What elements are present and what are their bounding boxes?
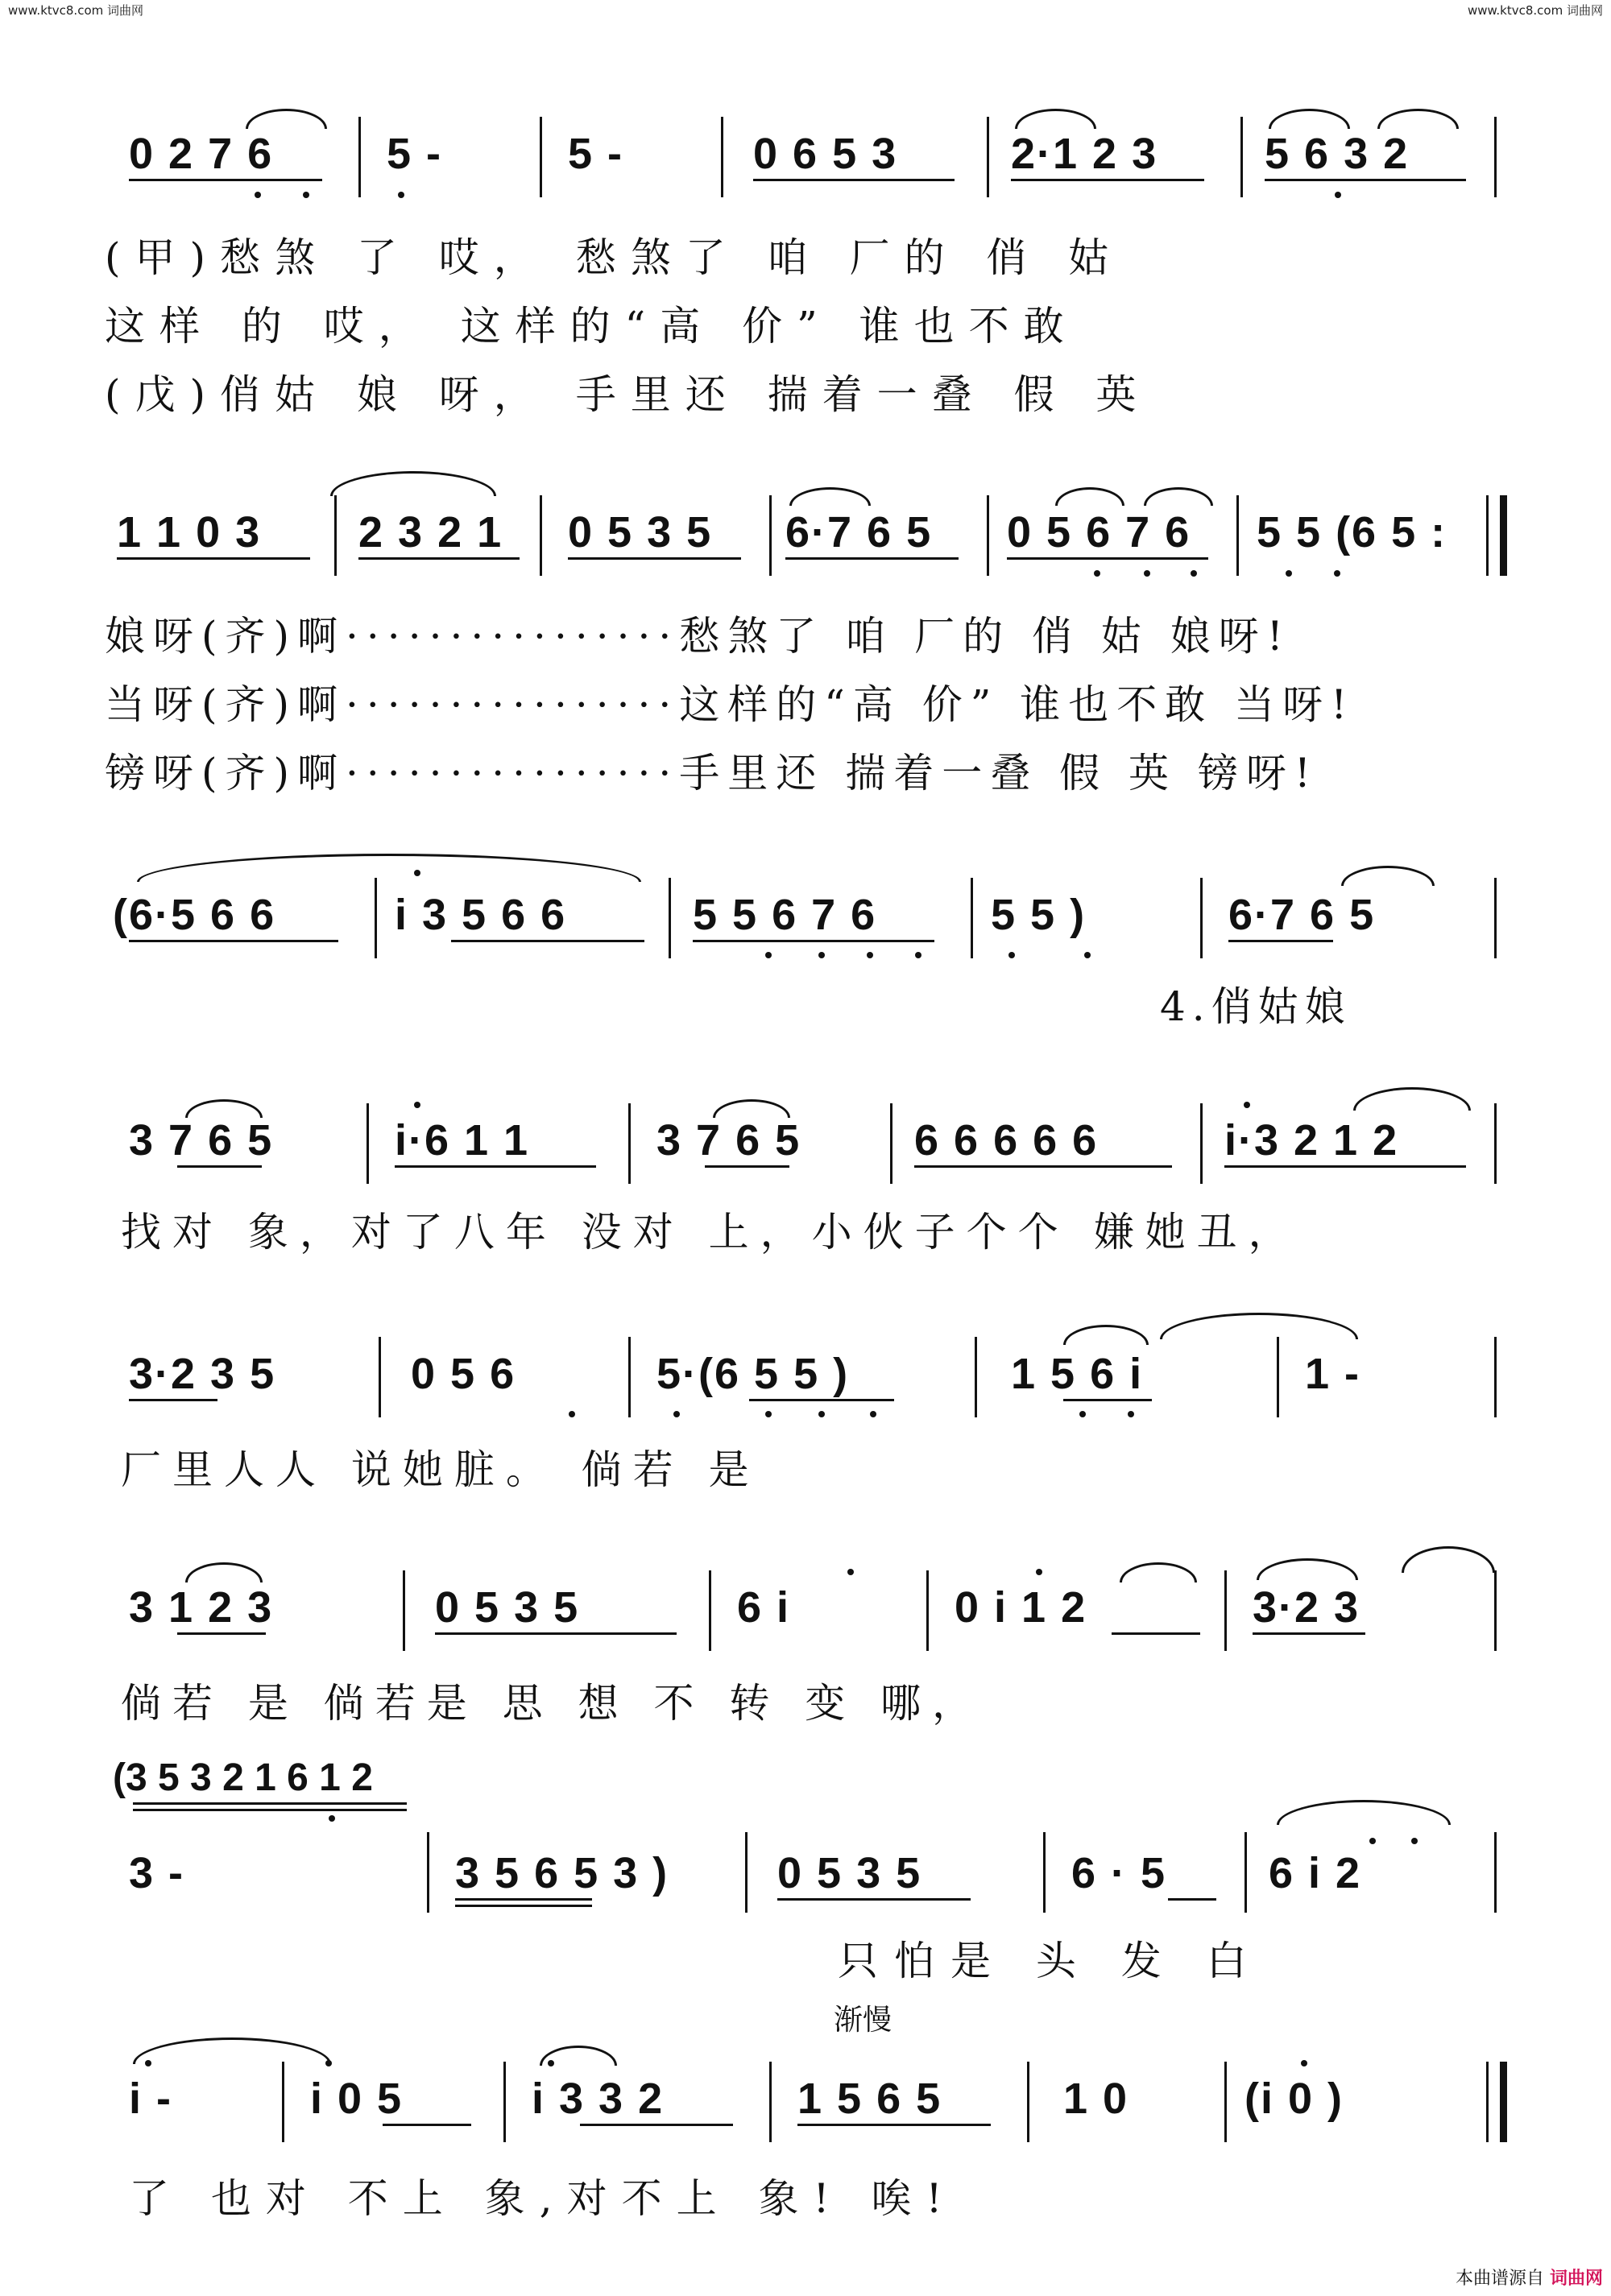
measure: i 3 3 2 xyxy=(532,2075,665,2123)
watermark-left: www.ktvc8.com 词曲网 xyxy=(8,3,144,18)
measure: 5 - xyxy=(387,130,443,178)
measure: 3 1 2 3 xyxy=(129,1583,274,1632)
lyric-line: 这样 的 哎， 这样的“高 价” 谁也不敢 xyxy=(105,303,1079,350)
measure: 3 - xyxy=(129,1849,185,1897)
measure: i·3 2 1 2 xyxy=(1224,1116,1399,1165)
lyric-line: (戊)俏姑 娘 呀， 手里还 揣着一叠 假 英 xyxy=(105,371,1151,418)
measure: 5 5 ) xyxy=(991,891,1087,939)
measure: 1 0 xyxy=(1063,2075,1129,2123)
measure: 6 i 2 xyxy=(1269,1849,1362,1897)
measure: 0 5 3 5 xyxy=(435,1583,580,1632)
measure: 0 i 1 2 xyxy=(955,1583,1087,1632)
measure: 3 7 6 5 xyxy=(656,1116,801,1165)
measure: i 0 5 xyxy=(310,2075,404,2123)
measure: i 3 5 6 6 xyxy=(395,891,567,939)
measure: 6 6 6 6 6 xyxy=(914,1116,1099,1165)
measure: 1 - xyxy=(1305,1350,1361,1398)
measure: i·6 1 1 xyxy=(395,1116,530,1165)
footer-site: 本曲谱源自 xyxy=(1455,2269,1544,2289)
measure: 2·1 2 3 xyxy=(1011,130,1158,178)
measure: 2 3 2 1 xyxy=(358,508,503,556)
lyric-line: 镑呀(齐)啊················手里还 揣着一叠 假 英 镑呀! xyxy=(105,750,1319,796)
measure: 0 2 7 6 xyxy=(129,130,274,178)
measure: 5 5 (6 5 : xyxy=(1257,508,1447,556)
lyric-line: 了 也对 不上 象,对不上 象! 唉! xyxy=(129,2175,957,2222)
measure: (6·5 6 6 xyxy=(113,891,276,939)
lyric-line: 倘若 是 倘若是 思 想 不 转 变 哪， xyxy=(121,1680,984,1727)
measure: 3·2 3 5 xyxy=(129,1350,276,1398)
measure: 3·2 3 xyxy=(1253,1583,1360,1632)
footer-brand[interactable]: 词曲网 xyxy=(1549,2269,1603,2289)
measure: 6 i xyxy=(737,1583,791,1632)
measure: 0 5 6 7 6 xyxy=(1007,508,1191,556)
footer-credit xyxy=(1456,2265,1603,2290)
measure: 6 · 5 xyxy=(1071,1849,1167,1897)
measure: 6·7 6 5 xyxy=(785,508,933,556)
lyric-line: (甲)愁煞 了 哎， 愁煞了 咱 厂的 俏 姑 xyxy=(105,234,1124,281)
measure: 5·(6 5 5 ) xyxy=(656,1350,850,1398)
lyric-line: 娘呀(齐)啊················愁煞了 咱 厂的 俏 姑 娘呀! xyxy=(105,613,1291,660)
measure: 0 5 6 xyxy=(411,1350,516,1398)
lyric-line: 当呀(齐)啊················这样的“高 价” 谁也不敢 当呀! xyxy=(105,681,1356,728)
measure: i - xyxy=(129,2075,172,2123)
measure: 5 - xyxy=(568,130,624,178)
measure: 0 5 3 5 xyxy=(568,508,713,556)
measure: 3 5 6 5 3 ) xyxy=(455,1849,669,1897)
measure: 3 7 6 5 xyxy=(129,1116,274,1165)
lyric-line: 找对 象，对了八年 没对 上，小伙子个个 嫌她丑， xyxy=(121,1209,1300,1256)
measure: 0 5 3 5 xyxy=(777,1849,922,1897)
measure: 6·7 6 5 xyxy=(1228,891,1376,939)
measure: 1 5 6 5 xyxy=(797,2075,942,2123)
measure: 1 5 6 i xyxy=(1011,1350,1144,1398)
lyric-line: 4.俏姑娘 xyxy=(1160,983,1352,1030)
lyric-line: 厂里人人 说她脏。 倘若 是 xyxy=(121,1446,760,1493)
watermark-right: www.ktvc8.com 词曲网 xyxy=(1467,3,1603,18)
measure: (3 5 3 2 1 6 1 2 xyxy=(113,1756,373,1799)
measure: 0 6 5 3 xyxy=(753,130,898,178)
tempo-marking: 渐慢 xyxy=(834,2004,892,2037)
measure: 5 6 3 2 xyxy=(1265,130,1410,178)
measure: 1 1 0 3 xyxy=(117,508,262,556)
measure: (i 0 ) xyxy=(1244,2075,1344,2123)
measure: 5 5 6 7 6 xyxy=(693,891,877,939)
lyric-line: 只怕是 头 发 白 xyxy=(838,1938,1263,1984)
